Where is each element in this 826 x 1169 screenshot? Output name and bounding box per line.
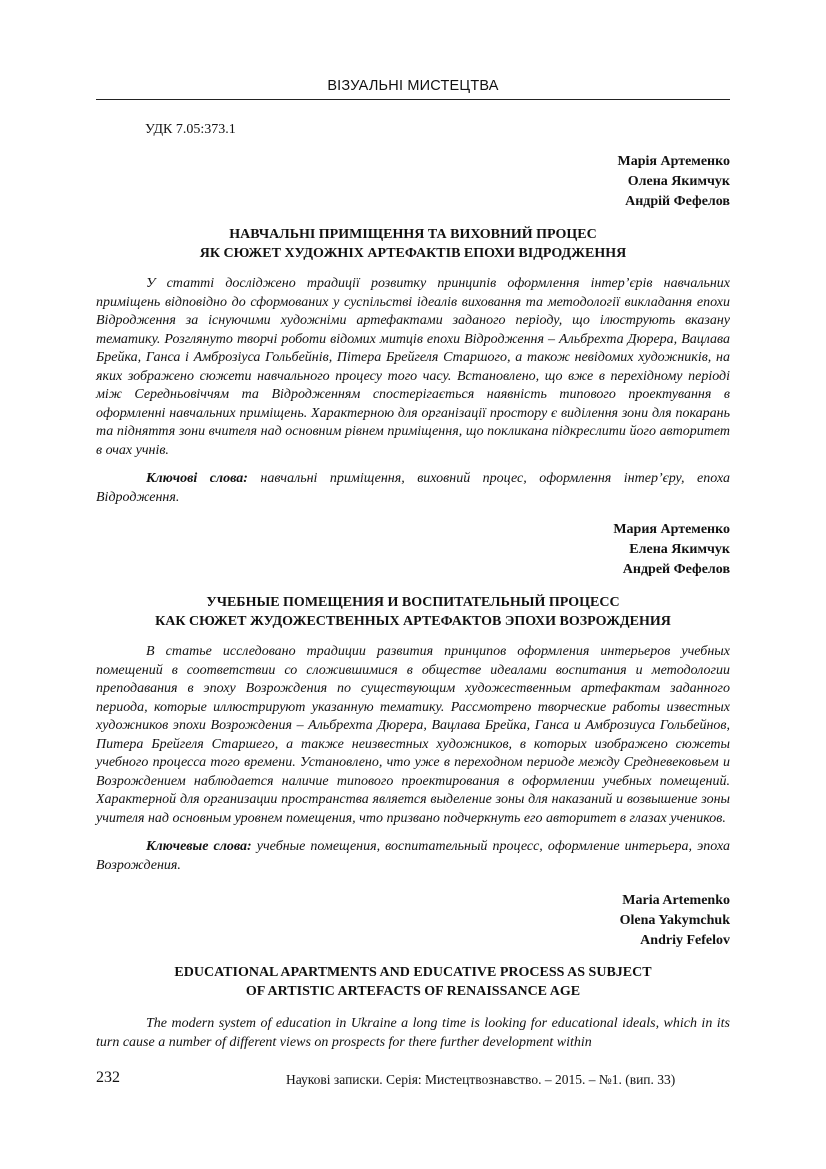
ua-title	[96, 225, 730, 263]
ru-authors	[613, 520, 730, 580]
running-header: ВІЗУАЛЬНІ МИСТЕЦТВА	[327, 78, 499, 94]
en-author-2: Olena Yakymchuk	[619, 913, 730, 928]
ru-title-line-1: УЧЕБНЫЕ ПОМЕЩЕНИЯ И ВОСПИТАТЕЛЬНЫЙ ПРОЦЕСС	[206, 595, 620, 610]
ru-abstract: В статье исследовано традиции развития принципов оформления интерьеров учебных помещений в соответствии со сложившимися в обществе идеалами воспитания и методологии преподавания в эпоху Возрождения по существующим художественным артефактам заданного периода, которые иллюстрируют указанную тематику. Рассмотрено творческие работы известных художников эпохи Возрождения – Альбрехта Дюрера, Вацлава Брейка, Ганса и Амброзиуса Гольбейнов, Питера Брейгеля Старшего, а также неизвестных художников, в которых изображено сюжеты учебного процесса того времени. Установлено, что уже в переходном периоде между Средневековьем и Возрождением наблюдается наличие типового проектирования в оформлении учебных помещений. Характерной для организации пространства является выделение зоны для наказаний и возвышение зоны учителя над основным уровнем помещения, что призвано подчеркнуть его авторитет в глазах учеников.	[96, 644, 730, 826]
ru-author-2: Елена Якимчук	[629, 542, 730, 557]
ru-author-3: Андрей Фефелов	[622, 562, 730, 577]
ru-title	[96, 593, 730, 631]
ua-keywords	[96, 470, 730, 507]
en-abstract: The modern system of education in Ukraine a long time is looking for educational ideals, which in its turn cause a number of different views on prospects for there further development within	[96, 1016, 730, 1050]
en-title	[96, 963, 730, 1001]
ru-keywords	[96, 838, 730, 875]
en-title-line-1: EDUCATIONAL APARTMENTS AND EDUCATIVE PROCESS AS SUBJECT	[174, 965, 652, 980]
ua-authors	[618, 152, 730, 212]
ru-title-line-2: КАК СЮЖЕТ ЖУДОЖЕСТВЕННЫХ АРТЕФАКТОВ ЭПОХИ ВОЗРОЖДЕНИЯ	[155, 614, 671, 629]
ua-keywords-label: Ключові слова:	[146, 471, 248, 486]
en-author-3: Andriy Fefelov	[640, 933, 730, 948]
header-rule	[96, 99, 730, 100]
ua-abstract: У статті досліджено традиції розвитку принципів оформлення інтер’єрів навчальних приміщень відповідно до сформованих у суспільстві ідеалів виховання та методології викладання епохи Відродження за існуючими художніми артефактами заданого періоду, що ілюструють вказану тематику. Розглянуто творчі роботи відомих митців епохи Відродження – Альбрехта Дюрера, Вацлава Брейка, Ганса і Амброзіуса Гольбейнів, Пітера Брейгеля Старшого, а також невідомих художників, на яких зображено сюжети навчального процесу того часу. Встановлено, що вже в перехідному періоді між Середньовіччям та Відродженням спостерігається наявність типового проектування в оформленні навчальних приміщень. Характерною для організації простору є виділення зони для покарань та підняття зони вчителя над основним рівнем приміщення, що покликана підкреслити його авторитет в очах учнів.	[96, 276, 730, 458]
en-title-line-2: OF ARTISTIC ARTEFACTS OF RENAISSANCE AGE	[245, 984, 581, 999]
ua-title-line-2: ЯК СЮЖЕТ ХУДОЖНІХ АРТЕФАКТІВ ЕПОХИ ВІДРОДЖЕННЯ	[199, 246, 627, 261]
ua-title-line-1: НАВЧАЛЬНІ ПРИМІЩЕННЯ ТА ВИХОВНИЙ ПРОЦЕС	[229, 227, 597, 242]
page-number: 232	[96, 1069, 120, 1086]
ru-author-1: Мария Артеменко	[613, 522, 730, 537]
ru-keywords-label: Ключевые слова:	[146, 839, 252, 854]
udk-code: УДК 7.05:373.1	[145, 122, 236, 137]
ua-author-3: Андрій Фефелов	[625, 194, 730, 209]
ua-author-1: Марія Артеменко	[617, 154, 730, 169]
ru-keywords-text: учебные помещения, воспитательный процесс, оформление интерьера, эпоха Возрождения.	[96, 839, 731, 873]
ua-keywords-text: навчальні приміщення, виховний процес, оформлення інтер’єру, епоха Відродження.	[96, 471, 730, 505]
en-authors	[620, 891, 730, 951]
ua-author-2: Олена Якимчук	[627, 174, 730, 189]
journal-citation: Наукові записки. Серія: Мистецтвознавство. – 2015. – №1. (вип. 33)	[286, 1072, 676, 1087]
en-author-1: Maria Artemenko	[622, 893, 730, 908]
